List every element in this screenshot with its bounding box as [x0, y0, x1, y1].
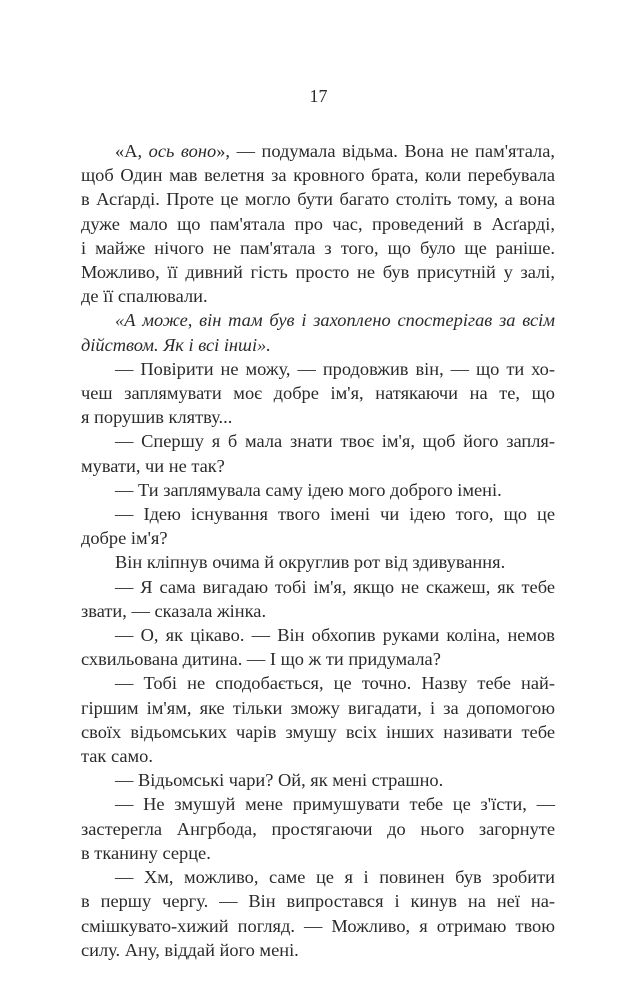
page-number: 17 — [309, 86, 328, 106]
paragraph — [81, 478, 555, 502]
paragraph — [81, 865, 555, 962]
text-run: застерегла Ангрбода, простягаючи до нього загорнуте — [81, 818, 555, 839]
text-run: — Відьомські чари? Ой, як мені страшно. — [115, 770, 444, 791]
text-line — [81, 526, 555, 550]
text-run: — Ідею існування твого імені чи ідею того, що це — [115, 504, 555, 525]
text-run: чеш заплямувати моє добре ім'я, натякаючи на те, що — [81, 383, 555, 404]
text-line — [81, 938, 555, 962]
text-line — [81, 744, 555, 768]
text-line — [81, 212, 555, 236]
text-run: — Тобі не сподобається, це точно. Назву тебе най- — [115, 673, 555, 694]
text-run: схвильована дитина. — І що ж ти придумала? — [81, 649, 441, 670]
text-line — [81, 575, 555, 599]
paragraph — [81, 502, 555, 550]
text-run: — Хм, можливо, саме це я і повинен був зробити — [115, 867, 555, 888]
text-line — [81, 792, 555, 816]
text-line — [81, 599, 555, 623]
paragraph — [81, 671, 555, 768]
text-line — [81, 260, 555, 284]
text-line — [81, 308, 555, 332]
paragraph — [81, 575, 555, 623]
text-line — [81, 454, 555, 478]
text-run: гіршим ім'ям, яке тільки зможу вигадати, і за допомогою — [81, 697, 555, 718]
text-line — [81, 647, 555, 671]
text-run: я порушив клятву... — [81, 407, 233, 428]
text-line — [81, 381, 555, 405]
paragraph — [81, 768, 555, 792]
text-line — [81, 236, 555, 260]
text-line — [81, 163, 555, 187]
text-run: — Ти заплямувала саму ідею мого доброго імені. — [115, 479, 502, 500]
text-run: — Я сама вигадаю тобі ім'я, якщо не скажеш, як тебе — [115, 576, 555, 597]
paragraph — [81, 357, 555, 430]
paragraph — [81, 792, 555, 865]
text-line — [81, 139, 555, 163]
text-line — [81, 768, 555, 792]
text-run: Можливо, її дивний гість просто не був присутній у залі, — [81, 262, 555, 283]
text-run: в Асґарді. Проте це могло бути багато століть тому, а вона — [81, 189, 555, 210]
text-run: в тканину серце. — [81, 842, 211, 863]
text-run: щоб Один мав велетня за кровного брата, коли перебувала — [81, 165, 555, 186]
text-line — [81, 914, 555, 938]
paragraph — [81, 139, 555, 308]
text-line — [81, 357, 555, 381]
text-run: «А, — [115, 141, 149, 161]
italic-text: «А може, він там був і захоплено спостерігав за всім — [115, 310, 555, 331]
text-line — [81, 671, 555, 695]
text-line — [81, 841, 555, 865]
text-run: — О, як цікаво. — Він обхопив руками коліна, немов — [115, 625, 555, 646]
text-line — [81, 817, 555, 841]
text-run: своїх відьомських чарів змушу всіх інших називати тебе — [81, 721, 555, 742]
text-run: добре ім'я? — [81, 528, 168, 549]
text-line — [81, 720, 555, 744]
text-run: де її спалювали. — [81, 286, 208, 307]
text-run: мувати, чи не так? — [81, 455, 225, 476]
text-line — [81, 333, 555, 357]
text-line — [81, 187, 555, 211]
text-run: так само. — [81, 746, 153, 767]
text-line — [81, 502, 555, 526]
text-run: в першу чергу. — Він випростався і кинув на неї на- — [81, 891, 555, 912]
text-run: дуже мало що пам'ятала про час, проведений в Асґарді, — [81, 213, 555, 234]
text-line — [81, 550, 555, 574]
italic-text: дійством. Як і всі інші». — [81, 334, 271, 355]
italic-text: ось воно — [148, 141, 217, 161]
text-run: — Повірити не можу, — продовжив він, — що ти хо- — [115, 358, 555, 379]
text-line — [81, 889, 555, 913]
text-run: », — подумала відьма. Вона не пам'ятала, — [216, 141, 555, 161]
text-run: смішкувато-хижий погляд. — Можливо, я отримаю твою — [81, 915, 555, 936]
text-line — [81, 478, 555, 502]
text-run: Він кліпнув очима й округлив рот від здивування. — [115, 552, 506, 573]
text-line — [81, 865, 555, 889]
body-text — [81, 139, 555, 962]
text-line — [81, 429, 555, 453]
text-run: звати, — сказала жінка. — [81, 600, 267, 621]
paragraph — [81, 429, 555, 477]
text-line — [81, 284, 555, 308]
text-run: і майже нічого не пам'ятала з того, що було ще раніше. — [81, 237, 555, 258]
text-line — [81, 696, 555, 720]
text-run: — Не змушуй мене примушувати тебе це з'їсти, — — [115, 794, 555, 815]
text-line — [81, 623, 555, 647]
text-run: — Спершу я б мала знати твоє ім'я, щоб його запля- — [115, 431, 555, 452]
text-run: силу. Ану, віддай його мені. — [81, 939, 299, 960]
paragraph — [81, 623, 555, 671]
paragraph — [81, 308, 555, 356]
text-line — [81, 405, 555, 429]
paragraph — [81, 550, 555, 574]
